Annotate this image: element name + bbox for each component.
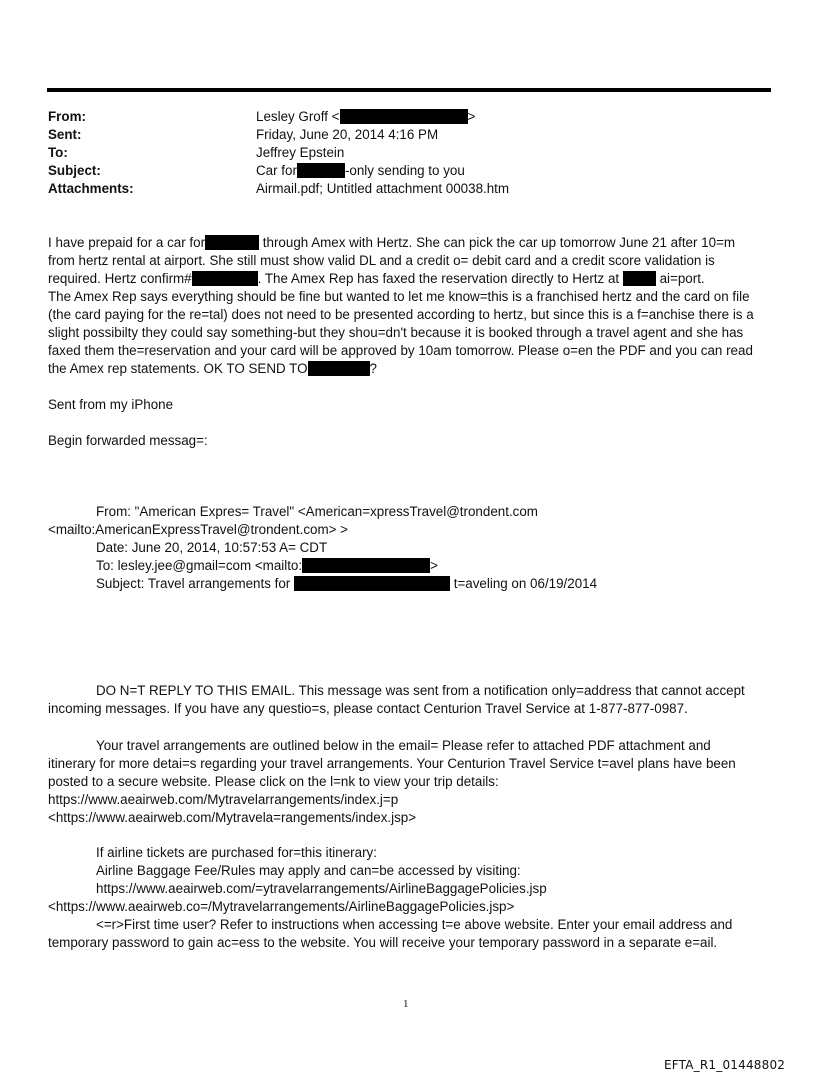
notice-line: incoming messages. If you have any questio=s, please contact Centurion Travel Service at 1-877-877-0987. — [48, 701, 688, 716]
subject-value — [256, 162, 465, 180]
forwarded-subject-tail: t=aveling on 06/19/2014 — [453, 576, 598, 591]
body-line: (the card paying for the re=tal) does not need to be presented according to hertz, but since this is a f=anchise there is a — [48, 307, 754, 322]
message-body-paragraph — [48, 234, 776, 378]
body-line: from hertz rental at airport. She still must show valid DL and a credit o= debit card and a credit score validation is — [48, 253, 715, 268]
redaction-box — [192, 271, 258, 286]
redaction-box — [302, 558, 430, 573]
from-label: From: — [48, 109, 86, 124]
to-label: To: — [48, 145, 68, 160]
forwarded-header — [48, 503, 776, 593]
forwarded-subject — [48, 575, 776, 593]
from-close: > — [467, 109, 476, 124]
body-text: required. Hertz confirm# — [48, 271, 192, 286]
header-divider-rule — [47, 88, 771, 92]
forwarded-from-mailto: <mailto:AmericanExpressTravel@trondent.com> > — [48, 522, 349, 537]
airline-line: temporary password to gain ac=ess to the website. You will receive your temporary password in a separate e=ail. — [48, 935, 718, 950]
travel-arrangements-paragraph — [48, 737, 776, 827]
document-id: EFTA_R1_01448802 — [664, 1058, 786, 1072]
attachments-value: Airmail.pdf; Untitled attachment 00038.htm — [256, 181, 510, 196]
trip-details-link-alt[interactable]: <https://www.aeairweb.com/Mytravela=rangements/index.jsp> — [48, 810, 417, 825]
baggage-policy-link-alt[interactable]: <https://www.aeairweb.co=/Mytravelarrangements/AirlineBaggagePolicies.jsp> — [48, 899, 515, 914]
subject-pre: Car for — [256, 163, 297, 178]
body-text: ? — [369, 361, 377, 376]
travel-line: Your travel arrangements are outlined below in the email= Please refer to attached PDF attachment and — [96, 738, 711, 753]
to-value: Jeffrey Epstein — [256, 145, 345, 160]
airline-line: If airline tickets are purchased for=this itinerary: — [96, 845, 377, 860]
forwarded-to-text: To: lesley.jee@gmail=com <mailto: — [96, 558, 303, 573]
body-line — [48, 360, 776, 378]
body-line — [48, 270, 776, 288]
redaction-box — [205, 235, 259, 250]
redaction-box — [297, 163, 345, 178]
body-text: I have prepaid for a car for — [48, 235, 206, 250]
forwarded-from: From: "American Expres= Travel" <American=xpressTravel@trondent.com — [96, 504, 538, 519]
from-value — [256, 108, 475, 126]
attachments-label: Attachments: — [48, 181, 134, 196]
airline-line: Airline Baggage Fee/Rules may apply and can=be accessed by visiting: — [96, 863, 521, 878]
body-text: ai=port. — [659, 271, 705, 286]
sent-from-line — [48, 396, 776, 414]
sent-label: Sent: — [48, 127, 82, 142]
body-line: slight possibilty they could say something-but they shou=dn't because it is booked through a travel agent and she has — [48, 325, 744, 340]
notice-line: DO N=T REPLY TO THIS EMAIL. This message was sent from a notification only=address that cannot accept — [96, 683, 745, 698]
sent-value: Friday, June 20, 2014 4:16 PM — [256, 127, 439, 142]
redaction-box — [623, 271, 656, 286]
redaction-box — [294, 576, 450, 591]
trip-details-link[interactable]: https://www.aeairweb.com/Mytravelarrangements/index.j=p — [48, 792, 399, 807]
body-line — [48, 234, 776, 252]
forwarded-to — [48, 557, 776, 575]
airline-baggage-paragraph — [48, 844, 776, 952]
from-name: Lesley Groff < — [256, 109, 340, 124]
forwarded-date: Date: June 20, 2014, 10:57:53 A= CDT — [96, 540, 328, 555]
begin-forwarded-line — [48, 432, 776, 450]
body-text: . The Amex Rep has faxed the reservation directly to Hertz at — [257, 271, 620, 286]
subject-label: Subject: — [48, 163, 101, 178]
body-text: through Amex with Hertz. She can pick the car up tomorrow June 21 after 10=m — [262, 235, 736, 250]
airline-line: <=r>First time user? Refer to instructions when accessing t=e above website. Enter your email address and — [96, 917, 733, 932]
redaction-box — [308, 361, 370, 376]
subject-post: -only sending to you — [344, 163, 465, 178]
begin-forwarded-text: Begin forwarded messag=: — [48, 433, 208, 448]
body-line: The Amex Rep says everything should be fine but wanted to let me know=this is a franchised hertz and the card on file — [48, 289, 750, 304]
forwarded-subject-text: Subject: Travel arrangements for — [96, 576, 291, 591]
body-text: the Amex rep statements. OK TO SEND TO — [48, 361, 308, 376]
travel-line: itinerary for more detai=s regarding your travel arrangements. Your Centurion Travel Service t=avel plans have been — [48, 756, 736, 771]
page-number: 1 — [403, 998, 409, 1010]
sent-from-text: Sent from my iPhone — [48, 397, 174, 412]
baggage-policy-link[interactable]: https://www.aeairweb.com/=ytravelarrangements/AirlineBaggagePolicies.jsp — [96, 881, 547, 896]
do-not-reply-paragraph — [48, 682, 776, 718]
travel-line: posted to a secure website. Please click on the l=nk to view your trip details: — [48, 774, 499, 789]
redaction-box — [340, 109, 468, 124]
body-line: faxed them the=reservation and your card will be approved by 10am tomorrow. Please o=en the PDF and you can read — [48, 343, 753, 358]
forwarded-to-close: > — [430, 558, 438, 573]
